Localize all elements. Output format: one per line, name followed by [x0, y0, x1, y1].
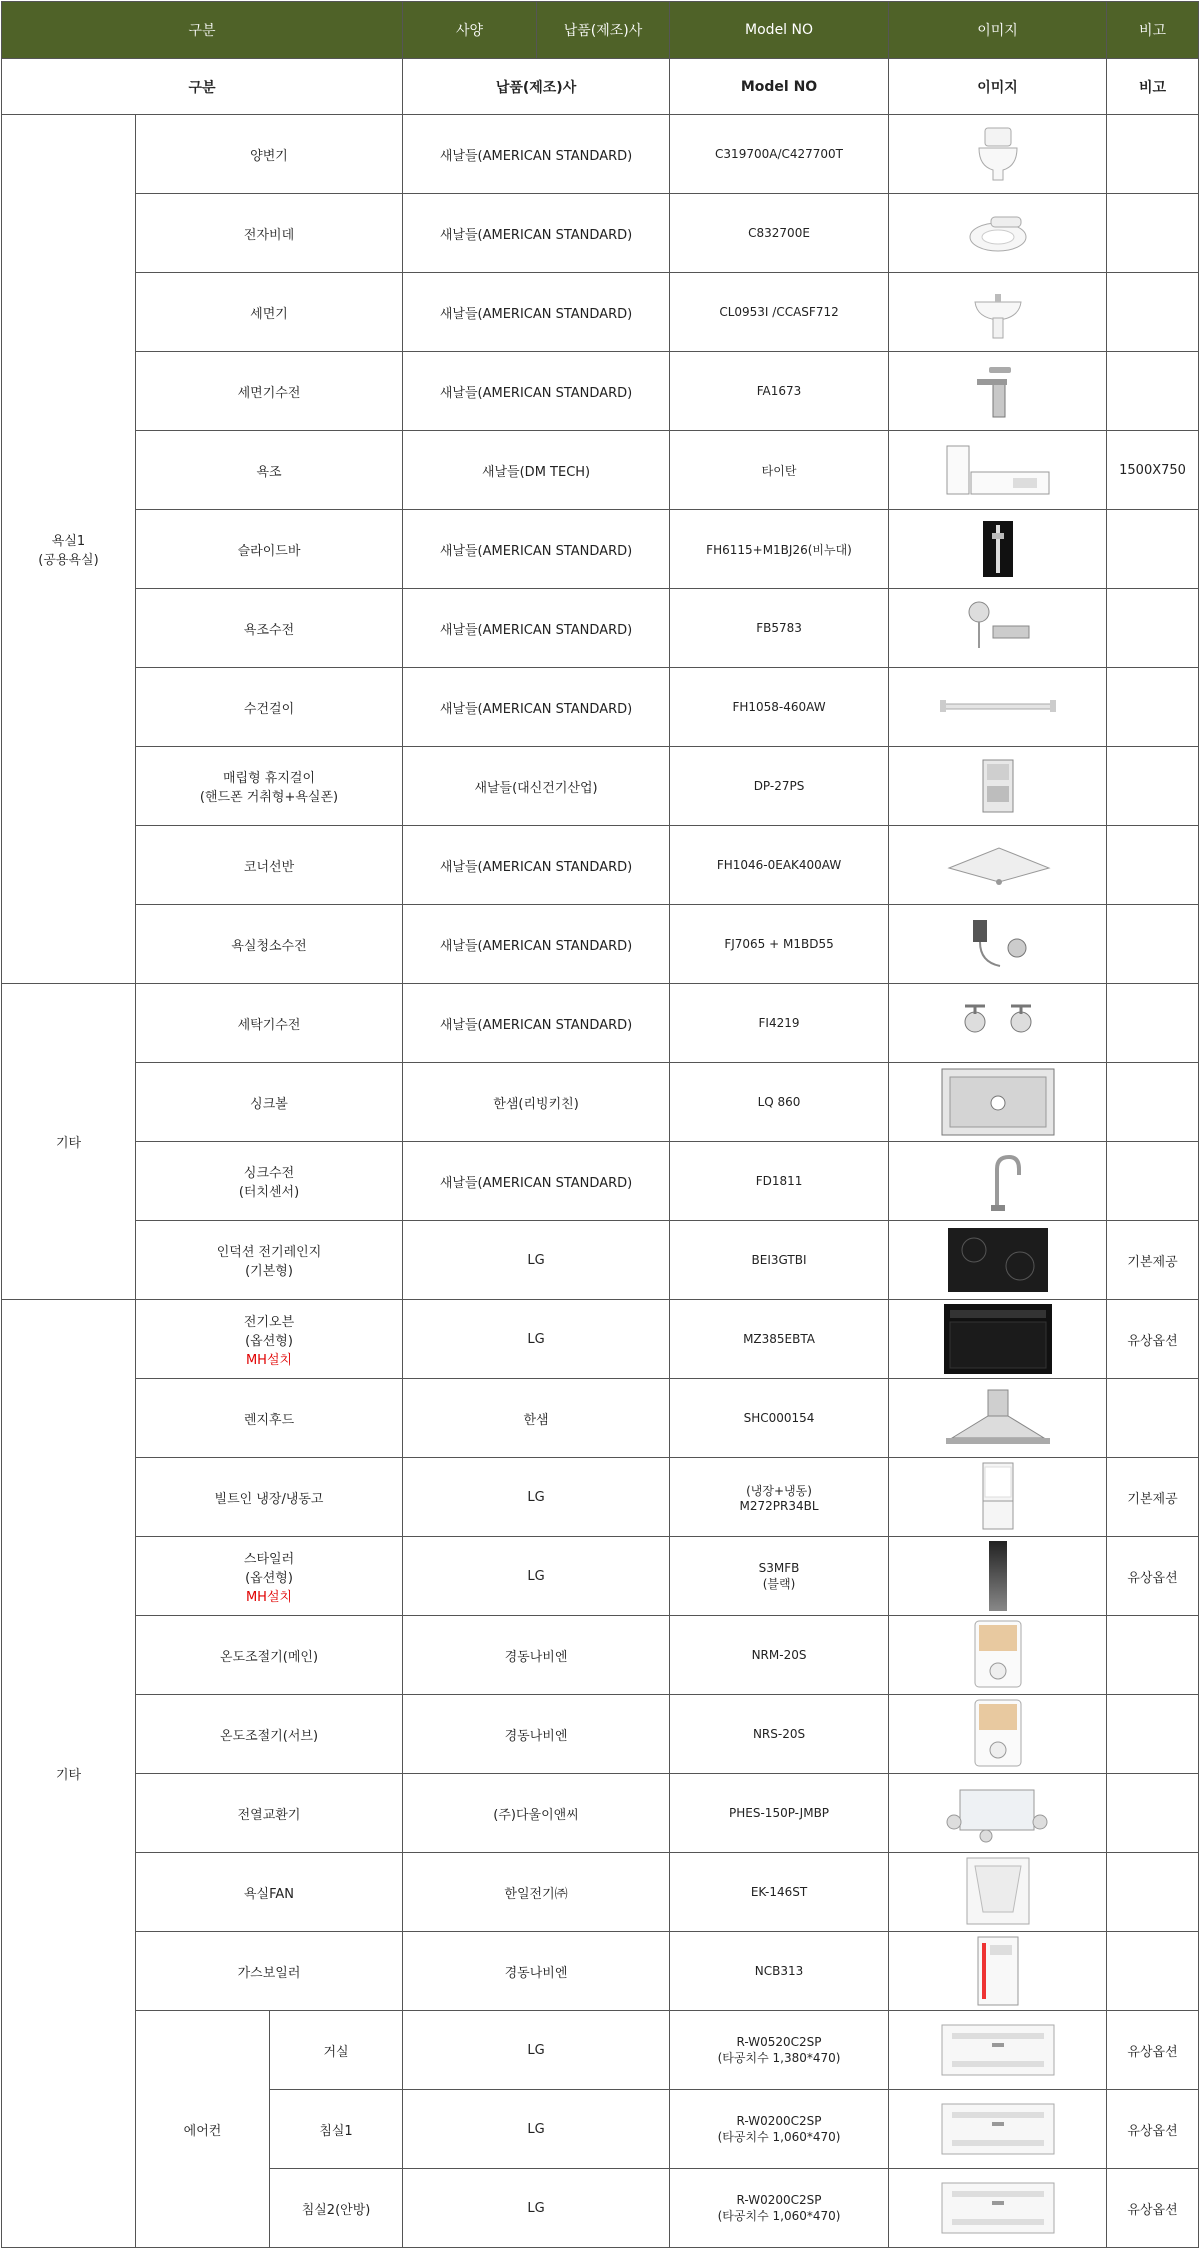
table-row [2, 826, 1199, 905]
item-cell [136, 273, 403, 352]
image-cell [889, 194, 1107, 273]
item-name: 슬라이드바 [237, 543, 301, 559]
model-cell [670, 1300, 889, 1379]
note-cell [1107, 510, 1199, 589]
table-row [2, 589, 1199, 668]
item-name: 침실2(안방) [301, 2202, 371, 2218]
table-row [2, 1300, 1199, 1379]
maker-cell: 한샘 [403, 1379, 670, 1458]
model-cell [670, 1616, 889, 1695]
header-spec: 사양 [403, 2, 537, 59]
table-row [2, 1379, 1199, 1458]
table-row [2, 510, 1199, 589]
bath-faucet-icon [963, 621, 1033, 636]
item-name: 매립형 휴지걸이 [222, 771, 316, 786]
subheader-row [2, 59, 1199, 115]
item-cell [136, 1853, 403, 1932]
table-row [2, 273, 1199, 352]
model-cell [670, 1695, 889, 1774]
item-name: 욕조수전 [243, 622, 295, 638]
item-name: (옵션형) [245, 1570, 293, 1586]
model-number: LQ 860 [757, 1095, 801, 1109]
item-cell [136, 194, 403, 273]
maker-cell: 새날들(AMERICAN STANDARD) [403, 668, 670, 747]
note-cell: 유상옵션 [1107, 2090, 1199, 2169]
image-cell [889, 589, 1107, 668]
note-cell [1107, 1616, 1199, 1695]
item-name: 온도조절기(서브) [219, 1728, 319, 1744]
item-cell [270, 2090, 403, 2169]
image-cell [889, 1932, 1107, 2011]
maker-cell: 새날들(AMERICAN STANDARD) [403, 905, 670, 984]
maker-cell: LG [403, 1458, 670, 1537]
model-number: (타공치수 1,060*470) [717, 2208, 841, 2223]
item-cell [270, 2011, 403, 2090]
image-cell [889, 1853, 1107, 1932]
model-number: (냉장+냉동) [746, 1483, 812, 1498]
table-row [2, 668, 1199, 747]
maker-cell: 새날들(AMERICAN STANDARD) [403, 194, 670, 273]
note-cell [1107, 589, 1199, 668]
note-cell [1107, 668, 1199, 747]
note-cell: 유상옵션 [1107, 2011, 1199, 2090]
item-name: (터치센서) [238, 1185, 300, 1200]
table-row [2, 984, 1199, 1063]
table-row [2, 1695, 1199, 1774]
item-cell [136, 1221, 403, 1300]
table-row [2, 352, 1199, 431]
subheader-category: 구분 [2, 59, 403, 115]
image-cell [889, 115, 1107, 194]
model-number: FH1046-0EAK400AW [716, 858, 842, 872]
model-number: FH1058-460AW [732, 700, 826, 714]
header-note: 비고 [1107, 2, 1199, 59]
maker-cell: LG [403, 1537, 670, 1616]
item-cell [136, 115, 403, 194]
model-number: NRM-20S [751, 1648, 807, 1662]
note-cell [1107, 1932, 1199, 2011]
item-name: 침실1 [319, 2123, 353, 2139]
model-cell [670, 1537, 889, 1616]
subheader-model: Model NO [670, 59, 889, 115]
styler-icon [963, 1569, 1033, 1584]
image-cell [889, 747, 1107, 826]
slide-bar-icon [963, 542, 1033, 557]
item-cell [136, 589, 403, 668]
note-cell: 유상옵션 [1107, 1537, 1199, 1616]
model-cell [670, 273, 889, 352]
image-cell [889, 905, 1107, 984]
note-cell [1107, 1695, 1199, 1774]
group-bath1 [2, 115, 136, 984]
item-cell [136, 747, 403, 826]
model-number: M272PR34BL [739, 1498, 819, 1513]
item-cell [136, 668, 403, 747]
item-name: 스타일러 [243, 1551, 295, 1567]
note-cell [1107, 273, 1199, 352]
fridge-icon [963, 1490, 1033, 1505]
bath-fan-icon [959, 1885, 1037, 1900]
table-row [2, 194, 1199, 273]
model-number: FJ7065 + M1BD55 [724, 937, 834, 951]
maker-cell: (주)다울이앤씨 [403, 1774, 670, 1853]
maker-cell: 새날들(AMERICAN STANDARD) [403, 510, 670, 589]
group-etc-1: 기타 [2, 984, 136, 1300]
item-name: 욕실청소수전 [231, 938, 307, 954]
table-row [2, 1616, 1199, 1695]
thermostat-icon [961, 1648, 1035, 1663]
maker-cell: LG [403, 2169, 670, 2248]
model-cell [670, 510, 889, 589]
model-number: R-W0200C2SP [736, 2192, 822, 2207]
image-cell [889, 1221, 1107, 1300]
image-cell [889, 352, 1107, 431]
item-cell [136, 1063, 403, 1142]
model-cell [670, 1142, 889, 1221]
note-cell: 1500X750 [1107, 431, 1199, 510]
bidet-icon [963, 226, 1033, 241]
bathtub-icon [943, 463, 1053, 478]
image-cell [889, 668, 1107, 747]
image-cell [889, 1063, 1107, 1142]
install-note: MH설치 [245, 1352, 293, 1368]
table-row [2, 1458, 1199, 1537]
item-name: 전기오븐 [243, 1314, 295, 1330]
item-name: 세면기 [250, 306, 288, 322]
maker-cell: 한샘(리빙키친) [403, 1063, 670, 1142]
maker-cell: 새날들(AMERICAN STANDARD) [403, 826, 670, 905]
item-cell [136, 1537, 403, 1616]
note-cell [1107, 1853, 1199, 1932]
model-cell [670, 2169, 889, 2248]
item-cell [136, 1142, 403, 1221]
maker-cell: 새날들(AMERICAN STANDARD) [403, 1142, 670, 1221]
image-cell [889, 273, 1107, 352]
header-maker: 납품(제조)사 [537, 2, 670, 59]
table-row [2, 431, 1199, 510]
item-name: 욕실FAN [244, 1886, 295, 1902]
maker-cell: 새날들(AMERICAN STANDARD) [403, 589, 670, 668]
note-cell: 기본제공 [1107, 1221, 1199, 1300]
table-row [2, 2011, 1199, 2090]
item-cell [136, 352, 403, 431]
note-cell [1107, 984, 1199, 1063]
note-cell [1107, 194, 1199, 273]
note-cell [1107, 1142, 1199, 1221]
model-cell [670, 1932, 889, 2011]
image-cell [889, 1300, 1107, 1379]
model-number: 타이탄 [761, 463, 797, 478]
subheader-maker: 납품(제조)사 [403, 59, 670, 115]
item-name: 빌트인 냉장/냉동고 [214, 1491, 324, 1507]
item-cell [136, 1300, 403, 1379]
model-number: CL0953I /CCASF712 [719, 305, 839, 319]
item-cell [136, 1616, 403, 1695]
image-cell [889, 2169, 1107, 2248]
model-cell [670, 668, 889, 747]
sink-bowl-icon [938, 1095, 1058, 1110]
towel-bar-icon [938, 700, 1058, 715]
note-cell [1107, 905, 1199, 984]
item-name: 양변기 [250, 148, 288, 164]
image-cell [889, 510, 1107, 589]
group-bath1-name: 욕실1 [51, 534, 86, 549]
item-cell [136, 984, 403, 1063]
item-cell [136, 905, 403, 984]
induction-icon [944, 1253, 1052, 1268]
model-cell [670, 1063, 889, 1142]
model-number: C319700A/C427700T [715, 147, 844, 161]
maker-cell: 새날들(AMERICAN STANDARD) [403, 984, 670, 1063]
model-cell [670, 984, 889, 1063]
model-number: NCB313 [754, 1964, 804, 1978]
maker-cell: 새날들(AMERICAN STANDARD) [403, 352, 670, 431]
table-row [2, 1853, 1199, 1932]
maker-cell: LG [403, 2090, 670, 2169]
item-cell [136, 1695, 403, 1774]
image-cell [889, 431, 1107, 510]
item-cell [136, 826, 403, 905]
note-cell [1107, 352, 1199, 431]
install-note: MH설치 [245, 1589, 293, 1605]
item-cell [136, 1932, 403, 2011]
model-cell [670, 194, 889, 273]
maker-cell: 새날들(AMERICAN STANDARD) [403, 115, 670, 194]
image-cell [889, 2090, 1107, 2169]
item-name: 세탁기수전 [237, 1017, 301, 1033]
model-cell [670, 1774, 889, 1853]
thermostat-icon [961, 1727, 1035, 1742]
model-number: NRS-20S [752, 1727, 806, 1741]
model-cell [670, 1853, 889, 1932]
washer-faucet-icon [953, 1016, 1043, 1031]
image-cell [889, 1142, 1107, 1221]
item-name: 가스보일러 [237, 1965, 301, 1981]
model-cell [670, 1221, 889, 1300]
oven-icon [942, 1332, 1054, 1347]
item-name: 수건걸이 [243, 701, 295, 717]
table-row [2, 905, 1199, 984]
maker-cell: LG [403, 1300, 670, 1379]
item-name: 싱크수전 [243, 1166, 295, 1181]
item-cell [136, 510, 403, 589]
item-name: 욕조 [256, 464, 282, 480]
model-cell [670, 1458, 889, 1537]
model-cell [670, 431, 889, 510]
image-cell [889, 984, 1107, 1063]
image-cell [889, 826, 1107, 905]
item-name: 온도조절기(메인) [219, 1649, 319, 1665]
ceiling-aircon-icon [938, 2201, 1058, 2216]
model-cell [670, 826, 889, 905]
image-cell [889, 1695, 1107, 1774]
item-name: 코너선반 [243, 859, 295, 875]
corner-shelf-icon [943, 858, 1053, 873]
item-name: 세면기수전 [237, 385, 301, 401]
note-cell: 유상옵션 [1107, 1300, 1199, 1379]
model-cell [670, 905, 889, 984]
model-number: FH6115+M1BJ26(비누대) [706, 542, 852, 557]
image-cell [889, 1774, 1107, 1853]
faucet-icon [963, 384, 1033, 399]
model-cell [670, 2090, 889, 2169]
image-cell [889, 1379, 1107, 1458]
model-number: MZ385EBTA [743, 1332, 815, 1346]
model-number: EK-146ST [750, 1885, 808, 1899]
header-row [2, 2, 1199, 59]
maker-cell: 경동나비엔 [403, 1695, 670, 1774]
ceiling-aircon-icon [938, 2043, 1058, 2058]
subheader-image: 이미지 [889, 59, 1107, 115]
header-model: Model NO [670, 2, 889, 59]
washbasin-icon [963, 305, 1033, 320]
maker-cell: 한일전기㈜ [403, 1853, 670, 1932]
toilet-icon [963, 147, 1033, 162]
model-cell [670, 1379, 889, 1458]
maker-cell: 새날들(AMERICAN STANDARD) [403, 273, 670, 352]
model-number: BEI3GTBI [751, 1253, 807, 1267]
image-cell [889, 1616, 1107, 1695]
image-cell [889, 2011, 1107, 2090]
model-number: C832700E [748, 226, 810, 240]
maker-cell: 새날들(대신건기산업) [403, 747, 670, 826]
paper-holder-icon [963, 779, 1033, 794]
model-cell [670, 747, 889, 826]
image-cell [889, 1537, 1107, 1616]
item-name: (핸드폰 거취형+욕실폰) [199, 790, 339, 805]
item-name: (옵션형) [245, 1333, 293, 1349]
note-cell: 기본제공 [1107, 1458, 1199, 1537]
boiler-icon [960, 1964, 1036, 1979]
model-number: R-W0520C2SP [736, 2034, 822, 2049]
model-number: S3MFB [758, 1560, 800, 1575]
model-number: DP-27PS [753, 779, 805, 793]
model-cell [670, 2011, 889, 2090]
ceiling-aircon-icon [938, 2122, 1058, 2137]
maker-cell: LG [403, 1221, 670, 1300]
header-category: 구분 [2, 2, 403, 59]
model-number: (블랙) [762, 1576, 796, 1591]
table-row [2, 1063, 1199, 1142]
model-number: FA1673 [756, 384, 802, 398]
model-cell [670, 115, 889, 194]
model-cell [670, 589, 889, 668]
model-cell [670, 352, 889, 431]
table-row [2, 1221, 1199, 1300]
table-row [2, 1932, 1199, 2011]
model-number: FD1811 [755, 1174, 803, 1188]
model-number: (타공치수 1,380*470) [717, 2050, 841, 2065]
cleaning-faucet-icon [963, 937, 1033, 952]
item-cell [136, 431, 403, 510]
note-cell [1107, 826, 1199, 905]
model-number: SHC000154 [743, 1411, 815, 1425]
note-cell [1107, 1063, 1199, 1142]
sink-faucet-icon [963, 1174, 1033, 1189]
item-name: (기본형) [245, 1264, 293, 1279]
item-name: 렌지후드 [243, 1412, 295, 1428]
note-cell [1107, 747, 1199, 826]
maker-cell: 경동나비엔 [403, 1932, 670, 2011]
model-number: PHES-150P-JMBP [729, 1806, 830, 1820]
model-number: R-W0200C2SP [736, 2113, 822, 2128]
group-bath1-sub: (공용욕실) [38, 553, 99, 568]
item-cell [136, 1774, 403, 1853]
item-name: 전열교환기 [237, 1807, 301, 1823]
model-number: FB5783 [756, 621, 802, 635]
header-image: 이미지 [889, 2, 1107, 59]
group-aircon: 에어컨 [136, 2011, 270, 2248]
subheader-note: 비고 [1107, 59, 1199, 115]
note-cell: 유상옵션 [1107, 2169, 1199, 2248]
item-name: 거실 [323, 2044, 349, 2060]
table-row [2, 747, 1199, 826]
maker-cell: 경동나비엔 [403, 1616, 670, 1695]
range-hood-icon [942, 1411, 1054, 1426]
spec-table [1, 1, 1199, 2248]
table-row [2, 1537, 1199, 1616]
item-name: 싱크볼 [250, 1096, 288, 1112]
item-cell [136, 1379, 403, 1458]
table-row [2, 1142, 1199, 1221]
table-row [2, 115, 1199, 194]
item-name: 인덕션 전기레인지 [216, 1245, 322, 1260]
heat-exchanger-icon [946, 1806, 1050, 1821]
model-number: FI4219 [758, 1016, 800, 1030]
item-cell [136, 1458, 403, 1537]
table-row [2, 1774, 1199, 1853]
note-cell [1107, 1379, 1199, 1458]
model-number: (타공치수 1,060*470) [717, 2129, 841, 2144]
item-name: 전자비데 [243, 227, 295, 243]
maker-cell: 새날들(DM TECH) [403, 431, 670, 510]
note-cell [1107, 1774, 1199, 1853]
maker-cell: LG [403, 2011, 670, 2090]
image-cell [889, 1458, 1107, 1537]
note-cell [1107, 115, 1199, 194]
item-cell [270, 2169, 403, 2248]
group-etc-2: 기타 [2, 1300, 136, 2248]
